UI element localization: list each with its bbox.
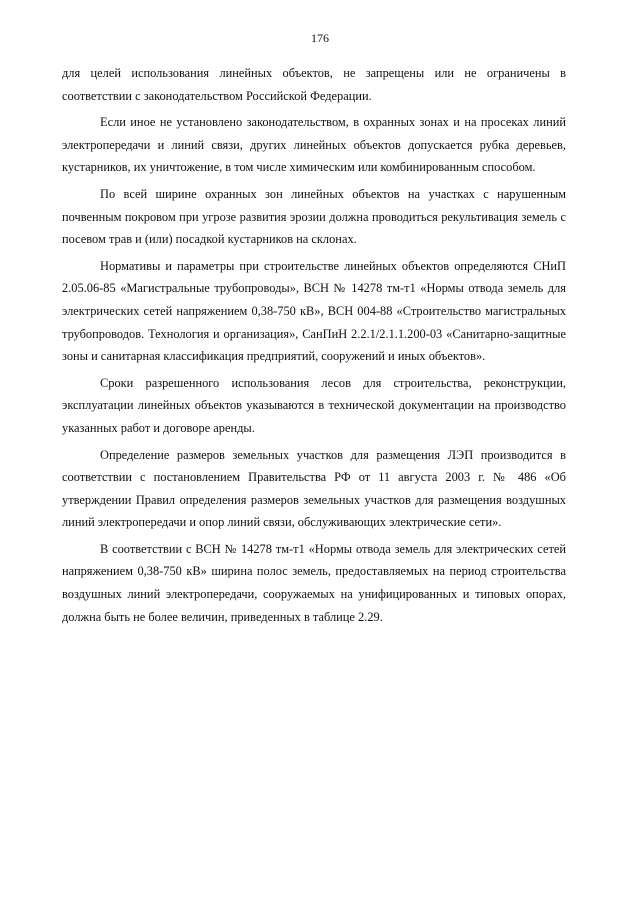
paragraph-tree-felling: Если иное не установлено законодательством, в охранных зонах и на просеках линий электропередачи и линий связи, других линейных объектов допускается рубка деревьев, кустарников, их уничтожение, в том числе химическим или комбинированным способом.: [62, 115, 566, 175]
paragraph-continuation: для целей использования линейных объектов, не запрещены или не ограничены в соответствии с законодательством Российской Федерации.: [62, 66, 566, 103]
paragraph-norms: Нормативы и параметры при строительстве линейных объектов определяются СНиП 2.05.06-85 «Магистральные трубопроводы», ВСН № 14278 тм-т1 «Нормы отвода земель для электрических сетей напряжением 0,38-750 кВ», ВСН 004-88 «Строительство магистральных трубопроводов. Технология и организация», СанПиН 2.2.1/2.1.1.200-03 «Санитарно-защитные зоны и санитарная классификация предприятий, сооружений и иных объектов».: [62, 258, 566, 364]
page-number: 176: [311, 31, 329, 45]
paragraph-land-plot-sizes: Определение размеров земельных участков для размещения ЛЭП производится в соответствии с постановлением Правительства РФ от 11 августа 2003 г. № 486 «Об утверждении Правил определения размеров земельных участков для размещения воздушных линий электропередачи и опор линий связи, обслуживающих электрические сети».: [62, 447, 566, 530]
paragraph-recultivation: По всей ширине охранных зон линейных объектов на участках с нарушенным почвенным покровом при угрозе развития эрозии должна проводиться рекультивация земель с посевом трав и (или) посадкой кустарников на склонах.: [62, 186, 566, 247]
document-body: [62, 62, 566, 632]
paragraph-strip-width: В соответствии с ВСН № 14278 тм-т1 «Нормы отвода земель для электрических сетей напряжением 0,38-750 кВ» ширина полос земель, предоставляемых на период строительства воздушных линий электропередачи, сооружаемых на унифицированных и типовых опорах, должна быть не более величин, приведенных в таблице 2.29.: [62, 541, 566, 624]
paragraph-usage-terms: Сроки разрешенного использования лесов для строительства, реконструкции, эксплуатации линейных объектов указываются в технической документации на производство указанных работ и договоре аренды.: [62, 375, 566, 435]
